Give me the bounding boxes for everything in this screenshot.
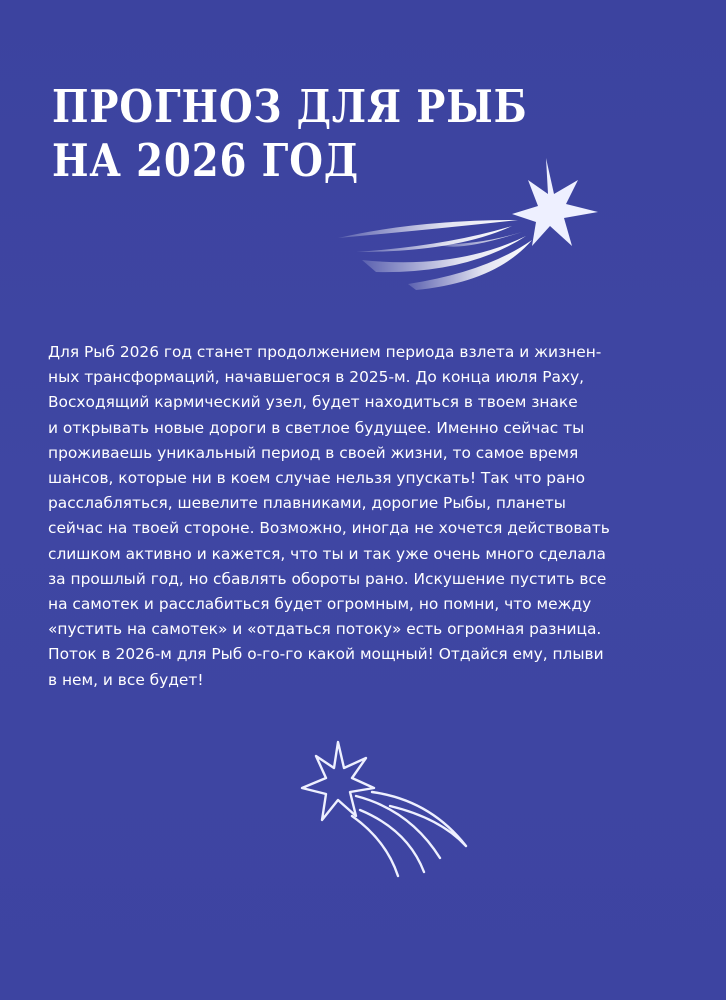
body-line-12: «пустить на самотек» и «отдаться потоку» есть огромная разница.	[48, 620, 602, 639]
body-line-6: шансов, которые ни в коем случае нельзя упускать! Так что рано	[48, 469, 585, 488]
body-line-8: сейчас на твоей стороне. Возможно, иногда не хочется действовать	[48, 519, 610, 538]
body-line-13: Поток в 2026-м для Рыб о-го-го какой мощный! Отдайся ему, плыви	[48, 645, 604, 664]
body-line-4: и открывать новые дороги в светлое будущее. Именно сейчас ты	[48, 418, 585, 437]
body-line-1: Для Рыб 2026 год станет продолжением периода взлета и жизнен-	[48, 343, 602, 361]
body-line-3: Восходящий кармический узел, будет находиться в твоем знаке	[48, 393, 578, 412]
shooting-star-filled-icon	[336, 150, 616, 300]
shooting-star-outline-icon	[290, 730, 480, 880]
body-line-7: расслабляться, шевелите плавниками, дорогие Рыбы, планеты	[48, 494, 566, 513]
body-line-9: слишком активно и кажется, что ты и так уже очень много сделала	[48, 544, 606, 563]
body-line-5: проживаешь уникальный период в своей жизни, то самое время	[48, 443, 579, 462]
body-line-11: на самотек и расслабиться будет огромным, но помни, что между	[48, 595, 592, 614]
body-line-10: за прошлый год, но сбавлять обороты рано. Искушение пустить все	[48, 569, 607, 588]
page-title-line-2: НА 2026 ГОД	[52, 134, 360, 187]
body-line-2: ных трансформаций, начавшегося в 2025-м. До конца июля Раху,	[48, 368, 585, 387]
body-line-14: в нем, и все будет!	[48, 670, 204, 689]
page-title-line-1: ПРОГНОЗ ДЛЯ РЫБ	[52, 80, 528, 133]
body-text	[48, 340, 688, 693]
